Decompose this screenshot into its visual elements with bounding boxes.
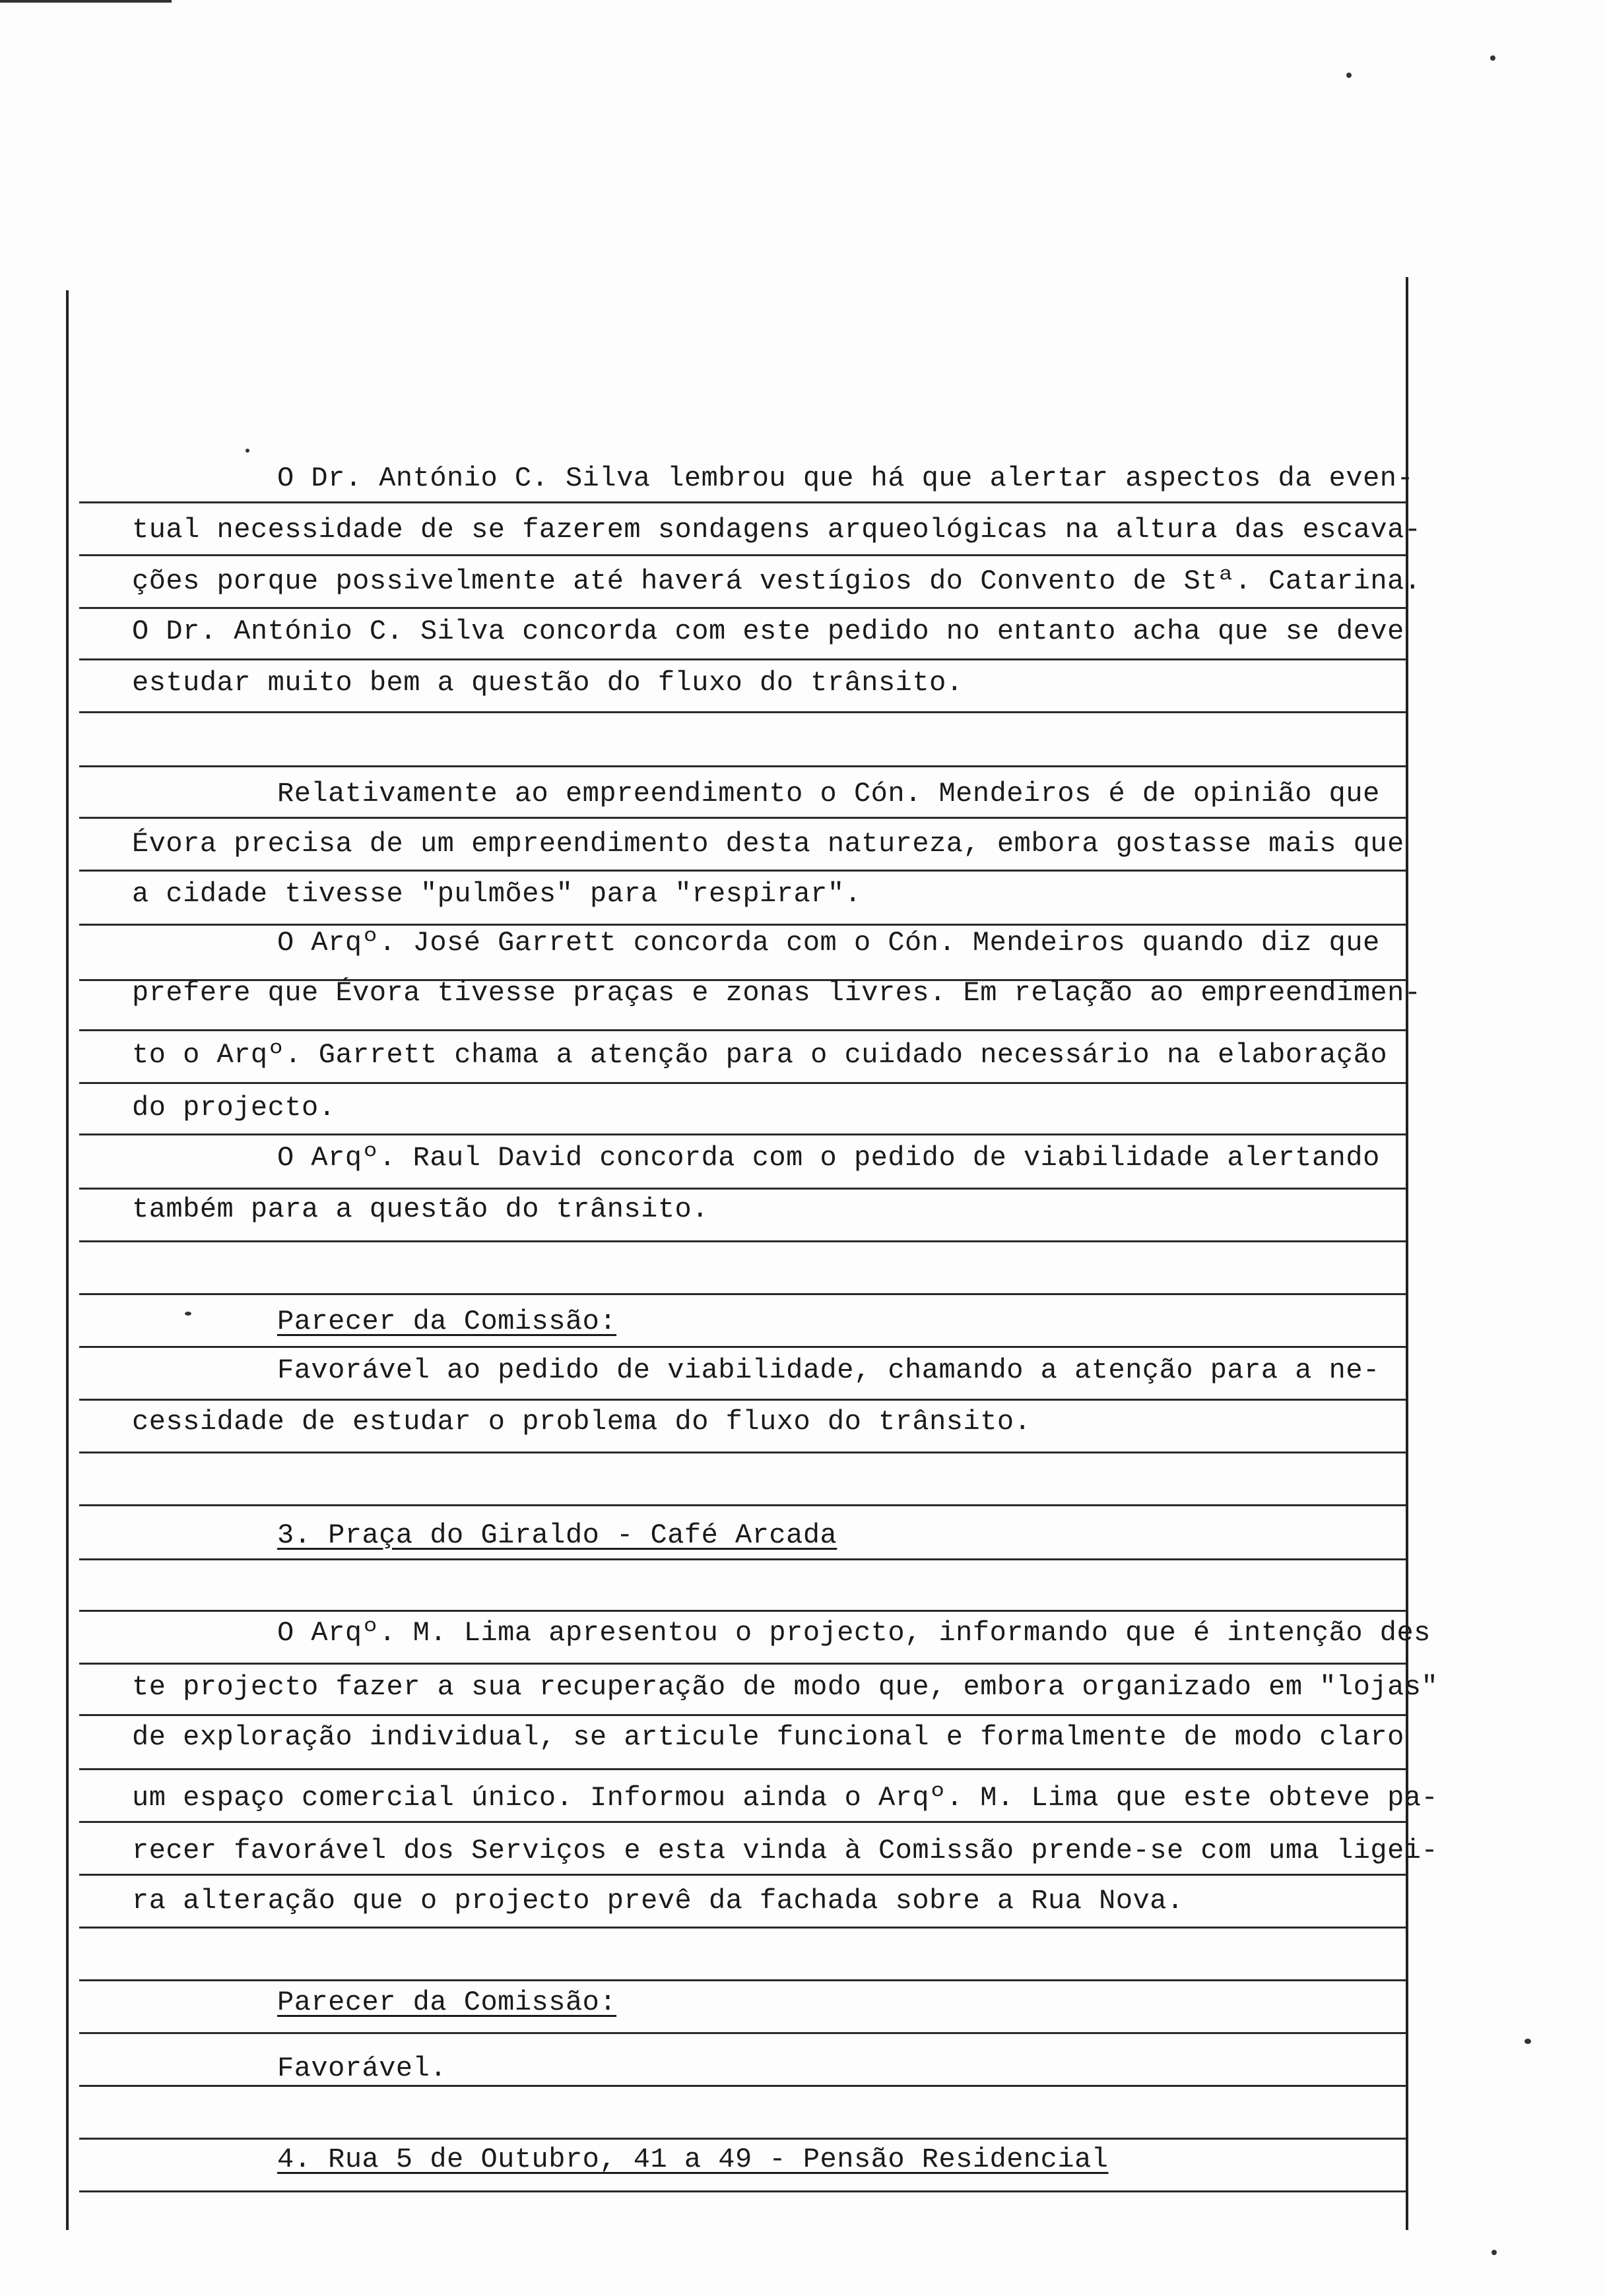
ruled-line	[79, 2190, 1406, 2192]
text-line: O Dr. António C. Silva lembrou que há que alertar aspectos da even-	[277, 462, 1414, 494]
text-line: Évora precisa de um empreendimento desta natureza, embora gostasse mais que	[132, 828, 1404, 860]
left-margin-line	[66, 290, 69, 2230]
scan-speck	[185, 1312, 191, 1316]
ruled-line	[79, 1346, 1406, 1348]
ruled-line	[79, 1874, 1406, 1876]
ruled-line	[79, 1399, 1406, 1401]
scan-edge-mark	[0, 0, 172, 3]
ruled-line	[79, 1610, 1406, 1612]
ruled-line	[79, 658, 1406, 660]
ruled-line	[79, 1293, 1406, 1295]
scan-speck	[1346, 73, 1352, 78]
ruled-line	[79, 924, 1406, 926]
scan-speck	[1524, 2039, 1531, 2044]
ruled-line	[79, 1821, 1406, 1823]
section-heading: Parecer da Comissão:	[277, 1306, 617, 1337]
ruled-line	[79, 870, 1406, 872]
section-heading: 4. Rua 5 de Outubro, 41 a 49 - Pensão Residencial	[277, 2144, 1109, 2175]
text-line: O Arqº. M. Lima apresentou o projecto, informando que é intenção des	[277, 1617, 1431, 1649]
ruled-line	[79, 711, 1406, 713]
text-line: prefere que Évora tivesse praças e zonas livres. Em relação ao empreendimen-	[132, 977, 1422, 1009]
ruled-line	[79, 1504, 1406, 1506]
ruled-line	[79, 554, 1406, 556]
text-line: Favorável ao pedido de viabilidade, chamando a atenção para a ne-	[277, 1355, 1380, 1386]
text-line: cessidade de estudar o problema do fluxo do trânsito.	[132, 1406, 1032, 1438]
text-line: a cidade tivesse "pulmões" para "respirar".	[132, 878, 862, 910]
ruled-line	[79, 1451, 1406, 1453]
text-line: Relativamente ao empreendimento o Cón. Mendeiros é de opinião que	[277, 778, 1380, 810]
ruled-line	[79, 2032, 1406, 2034]
ruled-line	[79, 1714, 1406, 1716]
ruled-line	[79, 1663, 1406, 1665]
ruled-line	[79, 817, 1406, 819]
ruled-line	[79, 1082, 1406, 1084]
scan-speck	[1490, 55, 1495, 61]
ruled-line	[79, 1558, 1406, 1560]
ruled-line	[79, 1029, 1406, 1031]
ruled-line	[79, 1927, 1406, 1929]
text-line: Favorável.	[277, 2053, 447, 2084]
ruled-line	[79, 765, 1406, 767]
text-line: O Arqº. José Garrett concorda com o Cón. Mendeiros quando diz que	[277, 927, 1380, 959]
text-line: tual necessidade de se fazerem sondagens arqueológicas na altura das escava-	[132, 514, 1422, 546]
text-line: O Arqº. Raul David concorda com o pedido de viabilidade alertando	[277, 1142, 1380, 1174]
ruled-line	[79, 1240, 1406, 1242]
ruled-line	[79, 2085, 1406, 2087]
ruled-line	[79, 501, 1406, 503]
section-heading: 3. Praça do Giraldo - Café Arcada	[277, 1519, 837, 1551]
text-line: também para a questão do trânsito.	[132, 1194, 709, 1225]
ruled-line	[79, 1133, 1406, 1135]
ruled-line	[79, 1188, 1406, 1190]
text-line: estudar muito bem a questão do fluxo do trânsito.	[132, 667, 964, 699]
ruled-line	[79, 1768, 1406, 1770]
text-line: ções porque possivelmente até haverá vestígios do Convento de Stª. Catarina.	[132, 565, 1422, 597]
text-line: de exploração individual, se articule funcional e formalmente de modo claro	[132, 1721, 1404, 1753]
ruled-line	[79, 1979, 1406, 1981]
text-line: ra alteração que o projecto prevê da fachada sobre a Rua Nova.	[132, 1885, 1184, 1917]
ruled-line	[79, 607, 1406, 609]
text-line: te projecto fazer a sua recuperação de modo que, embora organizado em "lojas"	[132, 1671, 1439, 1703]
section-heading: Parecer da Comissão:	[277, 1987, 617, 2018]
scan-speck	[246, 449, 249, 453]
scan-speck	[1491, 2250, 1497, 2255]
text-line: to o Arqº. Garrett chama a atenção para o cuidado necessário na elaboração	[132, 1039, 1388, 1071]
text-line: recer favorável dos Serviços e esta vinda à Comissão prende-se com uma ligei-	[132, 1835, 1439, 1866]
ruled-line	[79, 2138, 1406, 2140]
text-line: um espaço comercial único. Informou ainda o Arqº. M. Lima que este obteve pa-	[132, 1782, 1439, 1814]
text-line: O Dr. António C. Silva concorda com este pedido no entanto acha que se deve	[132, 616, 1404, 647]
text-line: do projecto.	[132, 1092, 336, 1124]
